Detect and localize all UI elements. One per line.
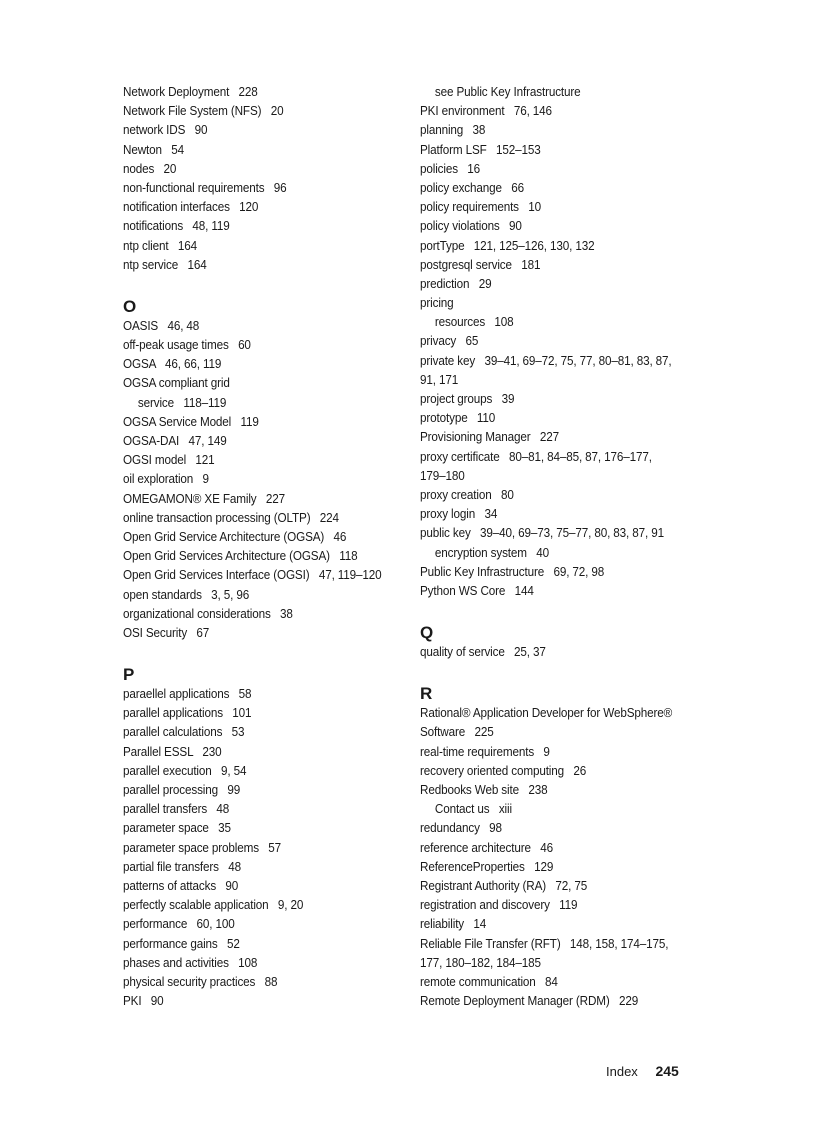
index-entry: ntp service 164	[123, 257, 207, 272]
index-entry: parameter space problems 57	[123, 840, 282, 855]
index-entry: reliability 14	[420, 917, 487, 932]
index-entry: OGSA Service Model 119	[123, 414, 259, 429]
footer-label: Index	[606, 1064, 638, 1079]
index-entry: Software 225	[420, 725, 494, 740]
index-entry: OSI Security 67	[123, 625, 210, 640]
index-entry: partial file transfers 48	[123, 859, 241, 874]
index-entry: Parallel ESSL 230	[123, 744, 222, 759]
section-heading-o: O	[123, 296, 137, 316]
index-entry: privacy 65	[420, 334, 479, 349]
index-entry: policy exchange 66	[420, 180, 525, 195]
index-entry: reference architecture 46	[420, 840, 553, 855]
index-entry: public key 39–40, 69–73, 75–77, 80, 83, 87, 91	[420, 526, 665, 541]
index-entry: performance 60, 100	[123, 917, 235, 932]
index-entry: PKI 90	[123, 994, 164, 1009]
index-entry: physical security practices 88	[123, 974, 278, 989]
index-entry: prototype 110	[420, 411, 496, 426]
index-entry: private key 39–41, 69–72, 75, 77, 80–81, 83, 87,	[420, 353, 672, 368]
index-entry: policies 16	[420, 161, 481, 176]
index-entry: Network Deployment 228	[123, 85, 258, 99]
index-entry: open standards 3, 5, 96	[123, 587, 250, 602]
index-entry: parallel transfers 48	[123, 802, 230, 817]
index-entry: Platform LSF 152–153	[420, 142, 541, 157]
index-entry: OGSA-DAI 47, 149	[123, 434, 227, 448]
index-entry: Python WS Core 144	[420, 583, 534, 598]
index-entry: prediction 29	[420, 276, 492, 291]
index-entry: parameter space 35	[123, 821, 231, 836]
index-entry: perfectly scalable application 9, 20	[123, 898, 304, 913]
index-entry: ntp client 164	[123, 238, 197, 253]
index-entry: portType 121, 125–126, 130, 132	[420, 238, 595, 253]
section-heading-p: P	[123, 665, 135, 685]
index-entry: notifications 48, 119	[123, 219, 230, 234]
index-entry: 177, 180–182, 184–185	[420, 955, 541, 970]
index-entry: OASIS 46, 48	[123, 318, 200, 333]
index-entry: pricing	[420, 296, 454, 311]
index-entry: Open Grid Service Architecture (OGSA) 46	[123, 529, 347, 544]
index-entry: remote communication 84	[420, 974, 558, 989]
index-entry: proxy login 34	[420, 507, 498, 522]
index-entry: Provisioning Manager 227	[420, 430, 559, 445]
index-entry: Reliable File Transfer (RFT) 148, 158, 174–175,	[420, 936, 669, 951]
index-entry: proxy certificate 80–81, 84–85, 87, 176–177,	[420, 449, 652, 464]
index-entry: notification interfaces 120	[123, 200, 259, 215]
index-entry: policy requirements 10	[420, 200, 542, 215]
index-entry: Newton 54	[123, 142, 184, 157]
index-entry: parallel processing 99	[123, 783, 241, 797]
index-entry: project groups 39	[420, 392, 515, 406]
index-entry: 91, 171	[420, 372, 459, 387]
index-entry: OMEGAMON® XE Family 227	[123, 491, 285, 506]
index-entry: Redbooks Web site 238	[420, 783, 548, 797]
index-entry: redundancy 98	[420, 821, 502, 836]
index-entry: Network File System (NFS) 20	[123, 104, 284, 119]
index-subentry: encryption system 40	[434, 545, 549, 560]
index-entry: Open Grid Services Interface (OGSI) 47, 119–120	[123, 568, 382, 583]
index-column-left	[123, 83, 413, 1011]
index-entry: planning 38	[420, 123, 486, 138]
index-column-right	[420, 83, 710, 1011]
index-entry: recovery oriented computing 26	[420, 763, 587, 778]
page-number: 245	[655, 1063, 679, 1079]
index-entry: OGSA 46, 66, 119	[123, 357, 222, 372]
index-subentry: see Public Key Infrastructure	[434, 85, 581, 99]
index-entry: parallel calculations 53	[123, 725, 245, 740]
index-entry: non-functional requirements 96	[123, 180, 287, 195]
index-entry: Public Key Infrastructure 69, 72, 98	[420, 564, 605, 579]
index-entry: parallel applications 101	[123, 706, 252, 721]
index-subentry: Contact us xiii	[434, 802, 512, 817]
index-entry: OGSA compliant grid	[123, 376, 230, 391]
index-entry: registration and discovery 119	[420, 898, 578, 913]
index-subentry: service 118–119	[137, 395, 227, 410]
index-entry: oil exploration 9	[123, 472, 209, 487]
index-entry: Rational® Application Developer for WebSphere®	[420, 706, 673, 721]
index-entry: Registrant Authority (RA) 72, 75	[420, 878, 588, 893]
index-entry: policy violations 90	[420, 219, 522, 234]
index-entry: Remote Deployment Manager (RDM) 229	[420, 994, 639, 1009]
index-entry: proxy creation 80	[420, 487, 514, 502]
index-entry: patterns of attacks 90	[123, 878, 239, 893]
index-subentry: resources 108	[434, 315, 514, 330]
section-heading-q: Q	[420, 623, 434, 643]
index-entry: ReferenceProperties 129	[420, 859, 554, 874]
index-entry: quality of service 25, 37	[420, 645, 546, 660]
index-entry: Open Grid Services Architecture (OGSA) 118	[123, 549, 358, 564]
section-heading-r: R	[420, 684, 433, 704]
index-entry: organizational considerations 38	[123, 606, 293, 621]
index-entry: PKI environment 76, 146	[420, 104, 552, 119]
index-entry: real-time requirements 9	[420, 744, 550, 759]
index-entry: parallel execution 9, 54	[123, 763, 247, 778]
index-entry: online transaction processing (OLTP) 224	[123, 510, 339, 525]
index-entry: paraellel applications 58	[123, 687, 252, 702]
index-entry: 179–180	[420, 468, 465, 483]
index-entry: OGSI model 121	[123, 453, 215, 468]
index-entry: postgresql service 181	[420, 257, 541, 272]
index-entry: off-peak usage times 60	[123, 338, 251, 353]
index-entry: network IDS 90	[123, 123, 208, 138]
index-entry: phases and activities 108	[123, 955, 258, 970]
index-entry: performance gains 52	[123, 936, 240, 951]
index-entry: nodes 20	[123, 161, 177, 176]
page-footer	[606, 1063, 679, 1079]
